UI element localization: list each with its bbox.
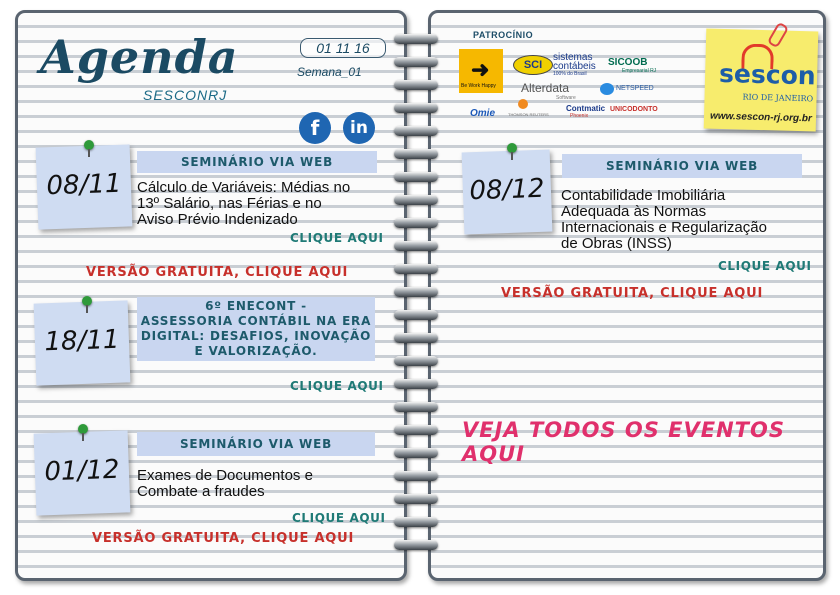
sci-text xyxy=(553,53,596,78)
ring-icon xyxy=(394,333,438,343)
date-sticky-note xyxy=(462,149,553,234)
banner-line: ASSESSORIA CONTÁBIL NA ERA xyxy=(140,314,372,328)
sescon-region: RIO DE JANEIRO xyxy=(742,92,814,104)
event-description xyxy=(137,180,350,228)
clique-aqui-link[interactable]: CLIQUE AQUI xyxy=(290,231,384,245)
ring-icon xyxy=(394,425,438,435)
event-description xyxy=(137,468,313,500)
alterdata-sub: Software xyxy=(556,95,576,101)
ring-icon xyxy=(394,264,438,274)
sci-line: sistemas xyxy=(553,52,593,63)
thomson-reuters-logo[interactable]: THOMSON REUTERS xyxy=(508,112,549,117)
free-version-link[interactable]: VERSÃO GRATUITA, CLIQUE AQUI xyxy=(86,265,349,280)
ring-icon xyxy=(394,287,438,297)
date-badge: 01 11 16 xyxy=(300,38,386,58)
omie-logo[interactable]: Omie xyxy=(470,108,496,119)
description-line: Contabilidade Imobiliária xyxy=(561,187,726,204)
agenda-title: Agenda xyxy=(40,30,239,84)
description-line: Aviso Prévio Indenizado xyxy=(137,211,298,228)
event-description xyxy=(561,188,767,252)
netspeed-logo[interactable]: NETSPEED xyxy=(616,85,654,92)
event-type-banner: SEMINÁRIO VIA WEB xyxy=(137,151,377,173)
alterdata-logo[interactable]: Alterdata xyxy=(521,81,570,95)
banner-line: DIGITAL: DESAFIOS, INOVAÇÃO xyxy=(140,329,372,343)
ring-icon xyxy=(394,195,438,205)
contmatic-logo[interactable]: Contmatic xyxy=(566,104,606,113)
event-date: 08/12 xyxy=(468,173,545,207)
description-line: Internacionais e Regularização xyxy=(561,219,767,236)
description-line: Cálculo de Variáveis: Médias no xyxy=(137,179,351,196)
pushpin-icon xyxy=(507,143,517,153)
clique-aqui-link[interactable]: CLIQUE AQUI xyxy=(290,379,384,393)
pushpin-icon xyxy=(82,296,92,306)
free-version-link[interactable]: VERSÃO GRATUITA, CLIQUE AQUI xyxy=(92,531,355,546)
ring-icon xyxy=(394,80,438,90)
pushpin-icon xyxy=(84,140,94,150)
sescon-url[interactable]: www.sescon-rj.org.br xyxy=(709,110,813,125)
description-line: Combate a fraudes xyxy=(137,483,265,500)
sescon-sticky-note[interactable] xyxy=(704,29,819,132)
be-work-happy-logo[interactable] xyxy=(459,49,503,93)
all-events-link[interactable]: VEJA TODOS OS EVENTOS AQUI xyxy=(462,418,785,466)
event-type-banner xyxy=(137,297,375,361)
agenda-subtitle: SESCONRJ xyxy=(143,87,228,103)
description-line: de Obras (INSS) xyxy=(561,235,672,252)
thomson-reuters-icon xyxy=(518,99,528,109)
event-date: 18/11 xyxy=(43,324,120,358)
sci-logo[interactable]: SCI xyxy=(513,55,553,75)
unicodonto-logo[interactable]: UNICODONTO xyxy=(610,106,658,113)
sicoob-sub: Empresarial RJ xyxy=(622,68,657,74)
ring-icon xyxy=(394,172,438,182)
ring-icon xyxy=(394,402,438,412)
ring-icon xyxy=(394,448,438,458)
event-type-banner: SEMINÁRIO VIA WEB xyxy=(562,154,802,178)
ring-icon xyxy=(394,494,438,504)
ring-icon xyxy=(394,241,438,251)
description-line: 13º Salário, nas Férias e no xyxy=(137,195,322,212)
clique-aqui-link[interactable]: CLIQUE AQUI xyxy=(718,259,812,273)
sescon-name: sescon xyxy=(718,58,817,91)
ring-icon xyxy=(394,34,438,44)
ring-icon xyxy=(394,310,438,320)
sci-line: 100% do Brasil xyxy=(553,71,587,77)
contmatic-sub: Phoenix xyxy=(570,113,589,119)
event-date: 08/11 xyxy=(45,168,122,202)
linkedin-icon[interactable]: in xyxy=(343,112,375,144)
ring-icon xyxy=(394,540,438,550)
ring-icon xyxy=(394,517,438,527)
date-sticky-note xyxy=(34,300,131,385)
banner-line: 6º ENECONT - xyxy=(205,299,307,313)
sicoob-logo[interactable]: SICOOB xyxy=(608,57,648,68)
week-label: Semana_01 xyxy=(297,65,362,79)
banner-line: E VALORIZAÇÃO. xyxy=(194,344,318,358)
be-work-happy-text: Be Work Happy xyxy=(461,83,496,89)
spiral-binding xyxy=(394,20,438,580)
ring-icon xyxy=(394,218,438,228)
date-sticky-note xyxy=(36,144,133,229)
facebook-icon[interactable]: f xyxy=(299,112,331,144)
description-line: Exames de Documentos e xyxy=(137,467,313,484)
ring-icon xyxy=(394,57,438,67)
ring-icon xyxy=(394,356,438,366)
sci-line: contábeis xyxy=(553,61,596,72)
netspeed-icon xyxy=(600,83,614,95)
sponsors-label: PATROCÍNIO xyxy=(473,30,534,40)
pushpin-icon xyxy=(78,424,88,434)
clique-aqui-link[interactable]: CLIQUE AQUI xyxy=(292,511,386,525)
ring-icon xyxy=(394,126,438,136)
description-line: Adequada às Normas xyxy=(561,203,707,220)
ring-icon xyxy=(394,149,438,159)
free-version-link[interactable]: VERSÃO GRATUITA, CLIQUE AQUI xyxy=(501,286,764,301)
event-type-banner: SEMINÁRIO VIA WEB xyxy=(137,432,375,456)
ring-icon xyxy=(394,379,438,389)
ring-icon xyxy=(394,471,438,481)
ring-icon xyxy=(394,103,438,113)
date-sticky-note xyxy=(34,430,131,515)
arrow-icon: ➜ xyxy=(471,57,490,82)
event-date: 01/12 xyxy=(43,454,120,488)
